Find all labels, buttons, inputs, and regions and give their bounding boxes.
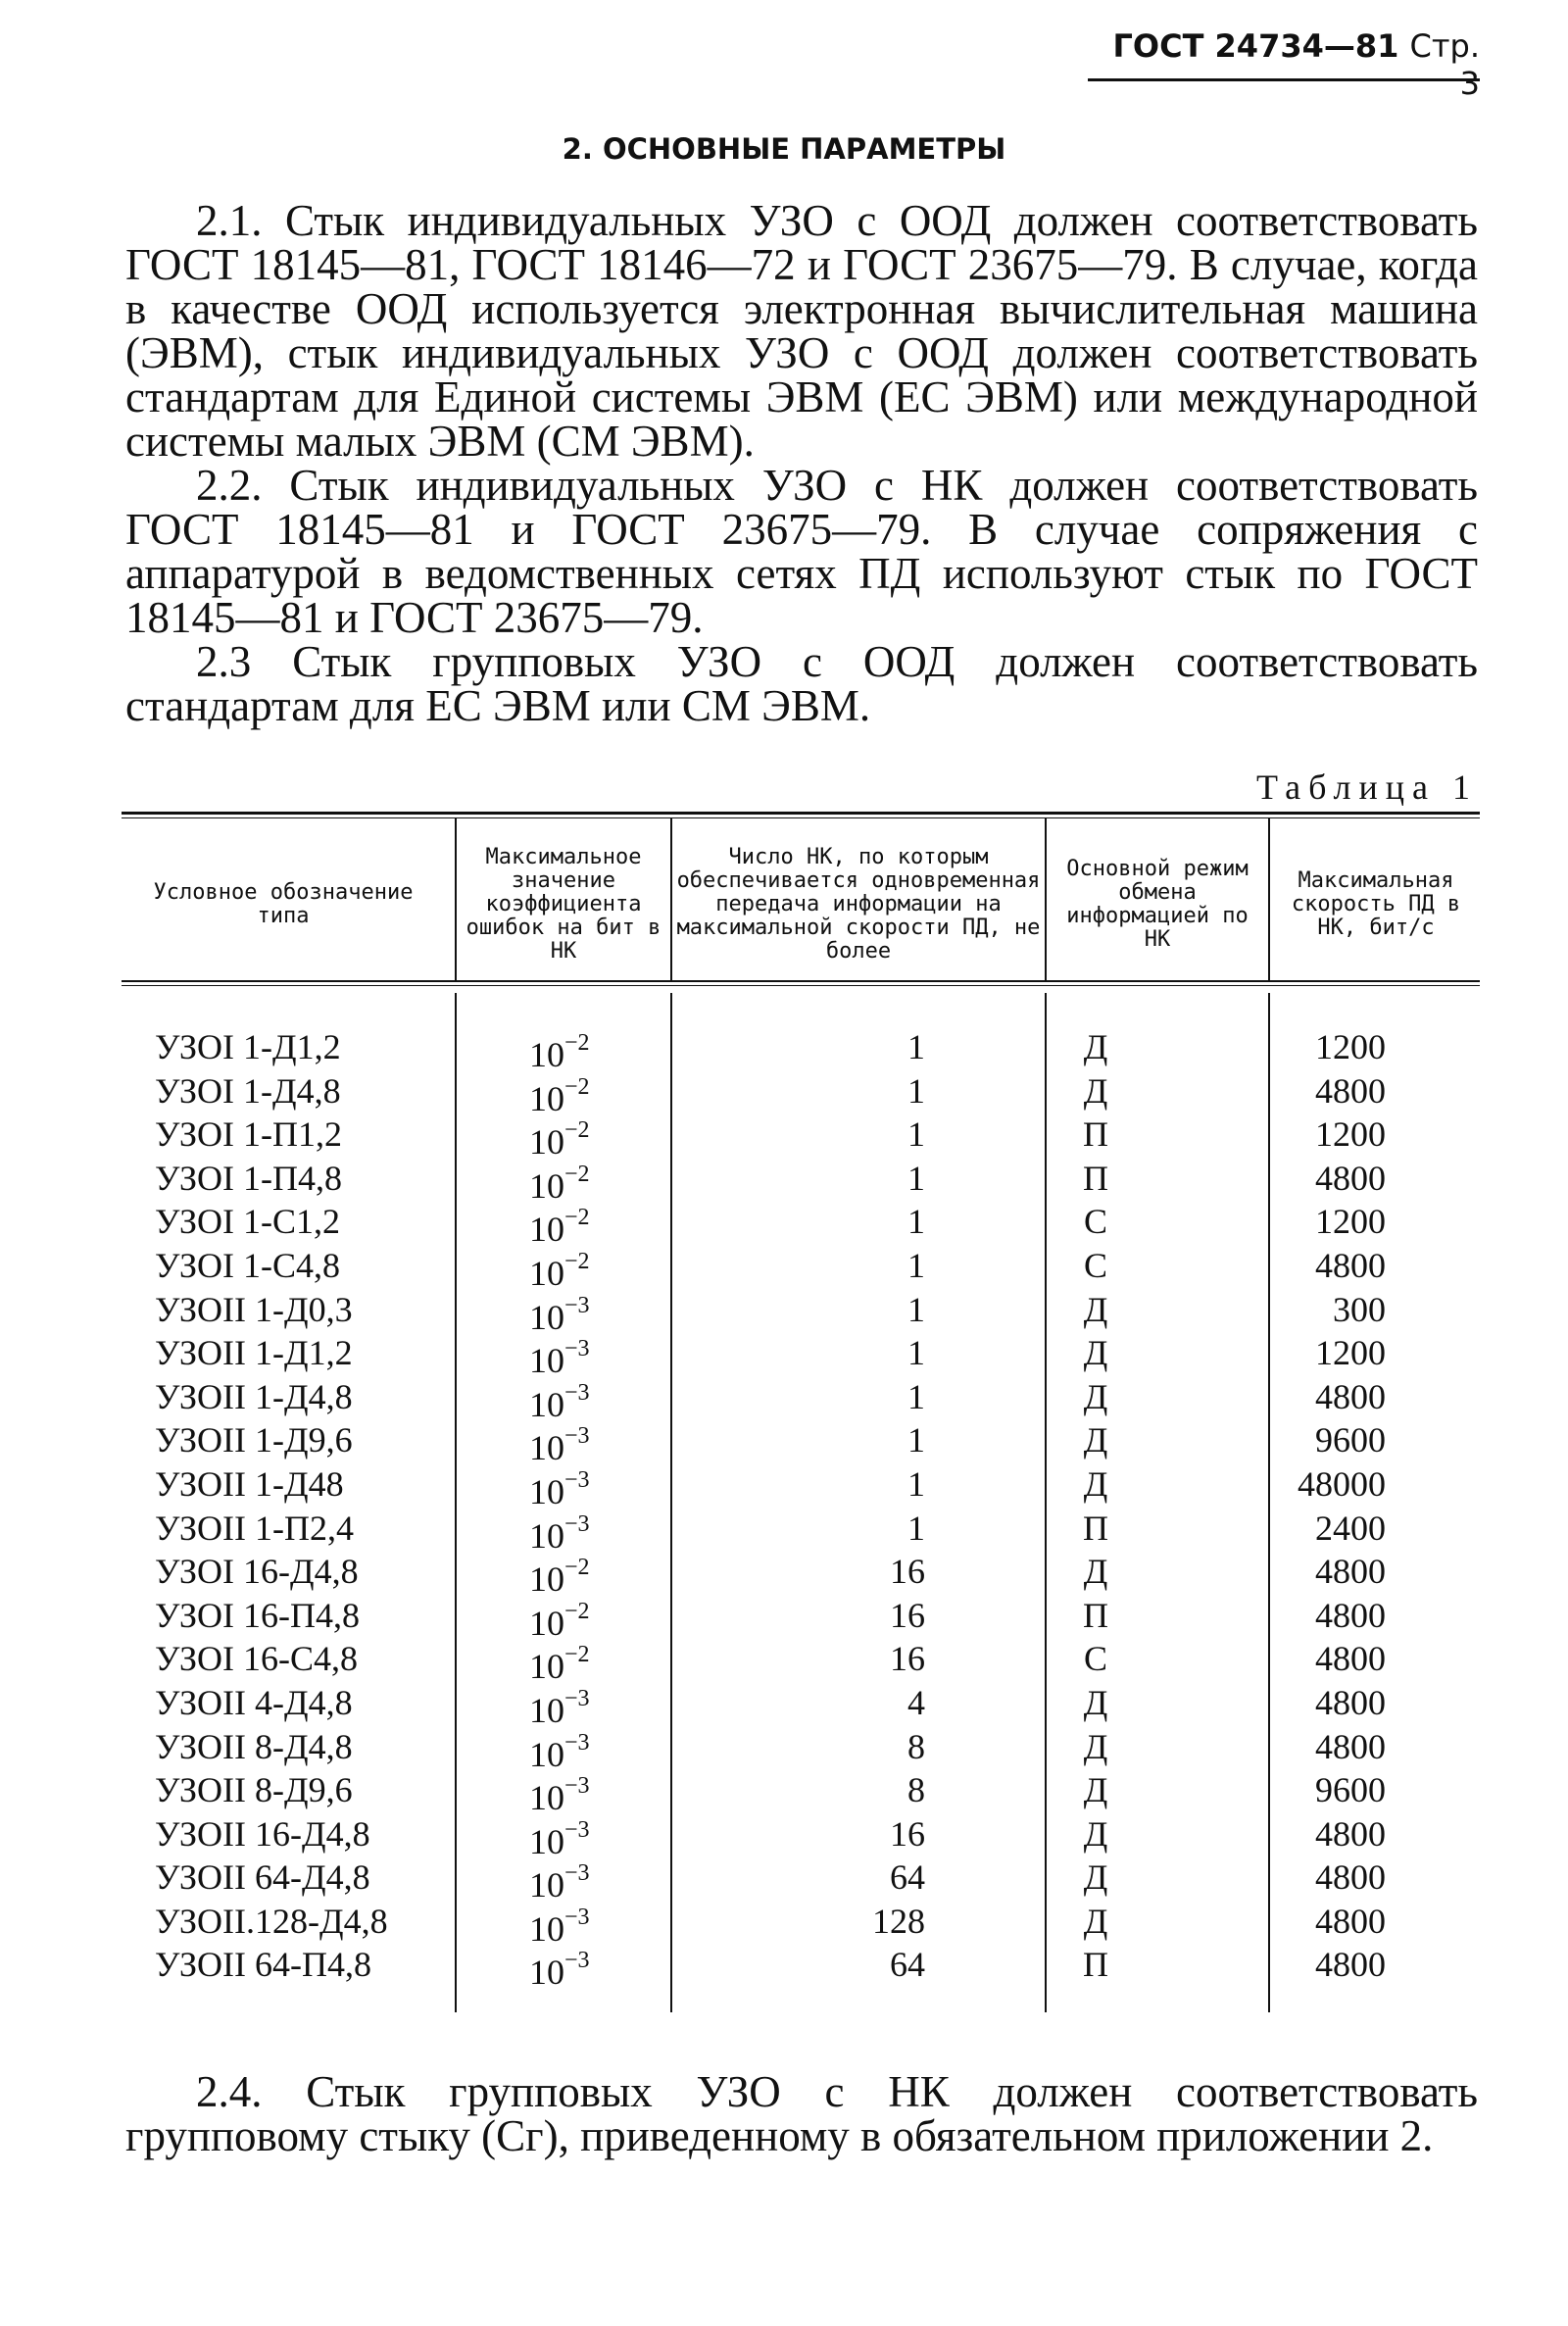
table-row: [122, 1331, 1480, 1381]
error-base: 10: [529, 1734, 564, 1774]
cell-mode: Д: [1083, 1901, 1108, 1941]
parameters-table: [122, 812, 1480, 2017]
table-row: [122, 1768, 1480, 1818]
header-column-divider: [1268, 817, 1270, 980]
table-row: [122, 1462, 1480, 1511]
cell-speed: 4800: [1315, 1726, 1386, 1766]
paragraph-after-table: [125, 2067, 1478, 2160]
cell-mode: Д: [1083, 1770, 1108, 1810]
paragraph-2-3: 2.3 Стык групповых УЗО с ООД должен соответствовать стандартам для ЕС ЭВМ или СМ ЭВМ.: [125, 637, 1478, 730]
error-base: 10: [529, 1165, 564, 1206]
cell-speed: 4800: [1315, 1070, 1386, 1111]
cell-type: УЗОI 1-С4,8: [155, 1245, 341, 1285]
cell-mode: П: [1083, 1114, 1108, 1155]
cell-mode: Д: [1083, 1070, 1108, 1111]
cell-mode: Д: [1083, 1027, 1108, 1066]
table-row: [122, 1113, 1480, 1163]
cell-channel-count: 1: [907, 1333, 925, 1373]
cell-mode: Д: [1083, 1682, 1108, 1722]
section-title: 2. ОСНОВНЫЕ ПАРАМЕТРЫ: [562, 132, 1006, 166]
cell-type: УЗОI 16-Д4,8: [155, 1552, 359, 1592]
cell-type: УЗОII 1-Д9,6: [155, 1420, 353, 1460]
table-row: [122, 1594, 1480, 1643]
cell-channel-count: 16: [890, 1813, 925, 1854]
header-column-divider: [670, 817, 672, 980]
table-row: [122, 1244, 1480, 1293]
cell-speed: 4800: [1315, 1595, 1386, 1635]
cell-channel-count: 1: [907, 1114, 925, 1155]
cell-type: УЗОI 16-П4,8: [155, 1595, 361, 1635]
error-base: 10: [529, 1471, 564, 1511]
cell-type: УЗОII 1-Д48: [155, 1463, 344, 1504]
header-column-divider: [1045, 817, 1047, 980]
cell-type: УЗОI 1-П4,8: [155, 1158, 343, 1198]
error-base: 10: [529, 1865, 564, 1905]
cell-speed: 1200: [1315, 1027, 1386, 1066]
standard-number: ГОСТ 24734—81: [1112, 27, 1399, 65]
header-column-divider: [455, 817, 457, 980]
error-base: 10: [529, 1778, 564, 1818]
cell-speed: 48000: [1298, 1463, 1386, 1504]
table-top-rule-thin: [122, 817, 1480, 818]
error-exponent: −3: [564, 1379, 590, 1406]
cell-mode: Д: [1083, 1420, 1108, 1460]
cell-type: УЗОII 4-Д4,8: [155, 1682, 353, 1722]
cell-type: УЗОI 1-Д4,8: [155, 1070, 341, 1111]
error-base: 10: [529, 1210, 564, 1250]
error-exponent: −3: [564, 1860, 590, 1887]
table-body: [122, 1025, 1480, 1993]
cell-mode: Д: [1083, 1726, 1108, 1766]
cell-type: УЗОI 1-С1,2: [155, 1202, 341, 1242]
cell-channel-count: 1: [907, 1508, 925, 1548]
table-row: [122, 1025, 1480, 1074]
cell-mode: Д: [1083, 1463, 1108, 1504]
error-exponent: −3: [564, 1466, 590, 1493]
cell-speed: 4800: [1315, 1639, 1386, 1679]
table-row: [122, 1681, 1480, 1730]
table-row: [122, 1157, 1480, 1206]
table-row: [122, 1637, 1480, 1687]
error-exponent: −3: [564, 1816, 590, 1843]
error-base: 10: [529, 1953, 564, 1993]
error-base: 10: [529, 1428, 564, 1468]
cell-type: УЗОII 16-Д4,8: [155, 1813, 370, 1854]
column-header-speed: Максимальная скорость ПД в НК, бит/с: [1291, 868, 1461, 940]
table-row: [122, 1288, 1480, 1337]
error-exponent: −3: [564, 1510, 590, 1537]
table-row: [122, 1725, 1480, 1774]
cell-speed: 4800: [1315, 1857, 1386, 1898]
cell-channel-count: 1: [907, 1070, 925, 1111]
cell-mode: Д: [1083, 1376, 1108, 1416]
cell-type: УЗОII 64-П4,8: [155, 1945, 372, 1985]
cell-speed: 1200: [1315, 1202, 1386, 1242]
error-exponent: −3: [564, 1904, 590, 1930]
cell-speed: 4800: [1315, 1682, 1386, 1722]
error-exponent: −3: [564, 1948, 590, 1974]
cell-type: УЗОII 1-П2,4: [155, 1508, 355, 1548]
cell-channel-count: 1: [907, 1289, 925, 1329]
table-row: [122, 1550, 1480, 1600]
cell-type: УЗОII.128-Д4,8: [155, 1901, 388, 1941]
error-base: 10: [529, 1341, 564, 1381]
cell-channel-count: 16: [890, 1595, 925, 1635]
cell-type: УЗОI 1-Д1,2: [155, 1027, 341, 1066]
cell-channel-count: 64: [890, 1857, 925, 1898]
cell-speed: 4800: [1315, 1245, 1386, 1285]
error-base: 10: [529, 1078, 564, 1118]
table-row: [122, 1900, 1480, 1949]
cell-channel-count: 1: [907, 1245, 925, 1285]
cell-mode: П: [1083, 1508, 1108, 1548]
cell-type: УЗОII 8-Д4,8: [155, 1726, 353, 1766]
cell-mode: Д: [1083, 1813, 1108, 1854]
paragraph-2-4: 2.4. Стык групповых УЗО с НК должен соответствовать групповому стыку (Сг), приведенному в обязательном приложении 2.: [125, 2067, 1478, 2160]
paragraphs: [125, 196, 1478, 730]
cell-speed: 4800: [1315, 1552, 1386, 1592]
cell-channel-count: 1: [907, 1158, 925, 1198]
column-header-mode: Основной режим обмена информацией по НК: [1066, 857, 1249, 952]
column-header-type: Условное обозначение типа: [153, 880, 414, 928]
table-row: [122, 1200, 1480, 1250]
cell-speed: 9600: [1315, 1420, 1386, 1460]
cell-type: УЗОI 16-С4,8: [155, 1639, 359, 1679]
table-top-rule: [122, 812, 1480, 815]
paragraph-2-2: 2.2. Стык индивидуальных УЗО с НК должен соответствовать ГОСТ 18145—81 и ГОСТ 23675—79. В случае сопряжения с аппаратурой в ведомственных сетях ПД используют стык по ГОСТ 18145—81 и ГОСТ 23675—79.: [125, 461, 1478, 642]
error-base: 10: [529, 1035, 564, 1074]
page-header: [1088, 27, 1480, 102]
cell-type: УЗОII 1-Д0,3: [155, 1289, 353, 1329]
header-bottom-rule-thin: [122, 985, 1480, 986]
cell-channel-count: 1: [907, 1376, 925, 1416]
paragraph-2-1: 2.1. Стык индивидуальных УЗО с ООД должен соответствовать ГОСТ 18145—81, ГОСТ 18146—72 и ГОСТ 23675—79. В случае, когда в качестве ООД используется электронная вычислительная машина (ЭВМ), стык индивидуальных УЗО с ООД должен соответствовать стандартам для Единой системы ЭВМ (ЕС ЭВМ) или международной системы малых ЭВМ (СМ ЭВМ).: [125, 196, 1478, 466]
error-base: 10: [529, 1821, 564, 1861]
error-base: 10: [529, 1515, 564, 1556]
page-number: Стр. 3: [1409, 27, 1480, 102]
cell-speed: 4800: [1315, 1901, 1386, 1941]
cell-speed: 4800: [1315, 1158, 1386, 1198]
table-row: [122, 1418, 1480, 1468]
cell-mode: Д: [1083, 1857, 1108, 1898]
error-base: 10: [529, 1603, 564, 1643]
cell-mode: П: [1083, 1595, 1108, 1635]
error-exponent: −3: [564, 1729, 590, 1756]
error-exponent: −3: [564, 1336, 590, 1362]
error-base: 10: [529, 1122, 564, 1163]
cell-mode: Д: [1083, 1552, 1108, 1592]
cell-speed: 1200: [1315, 1114, 1386, 1155]
table-row: [122, 1375, 1480, 1424]
cell-mode: С: [1083, 1639, 1107, 1679]
cell-mode: С: [1083, 1202, 1107, 1242]
cell-mode: П: [1083, 1158, 1108, 1198]
cell-speed: 4800: [1315, 1813, 1386, 1854]
cell-type: УЗОII 64-Д4,8: [155, 1857, 370, 1898]
error-exponent: −2: [564, 1030, 590, 1056]
cell-speed: 2400: [1315, 1508, 1386, 1548]
cell-channel-count: 128: [872, 1901, 925, 1941]
cell-type: УЗОI 1-П1,2: [155, 1114, 343, 1155]
cell-speed: 300: [1333, 1289, 1386, 1329]
column-header-error-rate: Максимальное значение коэффициента ошибок на бит в НК: [466, 845, 662, 964]
table-row: [122, 1812, 1480, 1861]
cell-speed: 9600: [1315, 1770, 1386, 1810]
cell-channel-count: 1: [907, 1463, 925, 1504]
header-bottom-rule: [122, 980, 1480, 982]
cell-channel-count: 64: [890, 1945, 925, 1985]
column-header-channel-count: Число НК, по которым обеспечивается одновременная передача информации на максимальной скорости ПД, не более: [676, 845, 1041, 964]
error-exponent: −2: [564, 1205, 590, 1231]
error-base: 10: [529, 1908, 564, 1949]
error-base: 10: [529, 1297, 564, 1337]
header-rule: [1088, 78, 1480, 81]
cell-type: УЗОII 1-Д4,8: [155, 1376, 353, 1416]
cell-type: УЗОII 1-Д1,2: [155, 1333, 353, 1373]
cell-channel-count: 8: [907, 1726, 925, 1766]
error-base: 10: [529, 1559, 564, 1600]
error-exponent: −3: [564, 1292, 590, 1318]
error-exponent: −2: [564, 1598, 590, 1624]
table-caption: Таблица 1: [1256, 767, 1478, 807]
cell-speed: 4800: [1315, 1376, 1386, 1416]
cell-mode: Д: [1083, 1289, 1108, 1329]
cell-mode: С: [1083, 1245, 1107, 1285]
cell-channel-count: 4: [907, 1682, 925, 1722]
error-base: 10: [529, 1647, 564, 1687]
error-base: 10: [529, 1253, 564, 1293]
cell-speed: 1200: [1315, 1333, 1386, 1373]
cell-channel-count: 16: [890, 1552, 925, 1592]
cell-channel-count: 8: [907, 1770, 925, 1810]
cell-channel-count: 16: [890, 1639, 925, 1679]
cell-mode: Д: [1083, 1333, 1108, 1373]
table-row: [122, 1507, 1480, 1556]
error-exponent: −2: [564, 1248, 590, 1274]
error-exponent: −2: [564, 1161, 590, 1187]
table-row: [122, 1856, 1480, 1905]
cell-channel-count: 1: [907, 1420, 925, 1460]
cell-channel-count: 1: [907, 1027, 925, 1066]
error-base: 10: [529, 1690, 564, 1730]
error-exponent: −3: [564, 1423, 590, 1450]
error-base: 10: [529, 1384, 564, 1424]
cell-error-rate: [529, 1943, 637, 1994]
table-row: [122, 1943, 1480, 1993]
cell-type: УЗОII 8-Д9,6: [155, 1770, 353, 1810]
cell-mode: П: [1083, 1945, 1108, 1985]
error-exponent: −2: [564, 1642, 590, 1668]
cell-channel-count: 1: [907, 1202, 925, 1242]
cell-speed: 4800: [1315, 1945, 1386, 1985]
error-exponent: −2: [564, 1073, 590, 1100]
table-row: [122, 1069, 1480, 1118]
error-exponent: −2: [564, 1117, 590, 1144]
error-exponent: −2: [564, 1555, 590, 1581]
error-exponent: −3: [564, 1773, 590, 1800]
error-exponent: −3: [564, 1685, 590, 1711]
